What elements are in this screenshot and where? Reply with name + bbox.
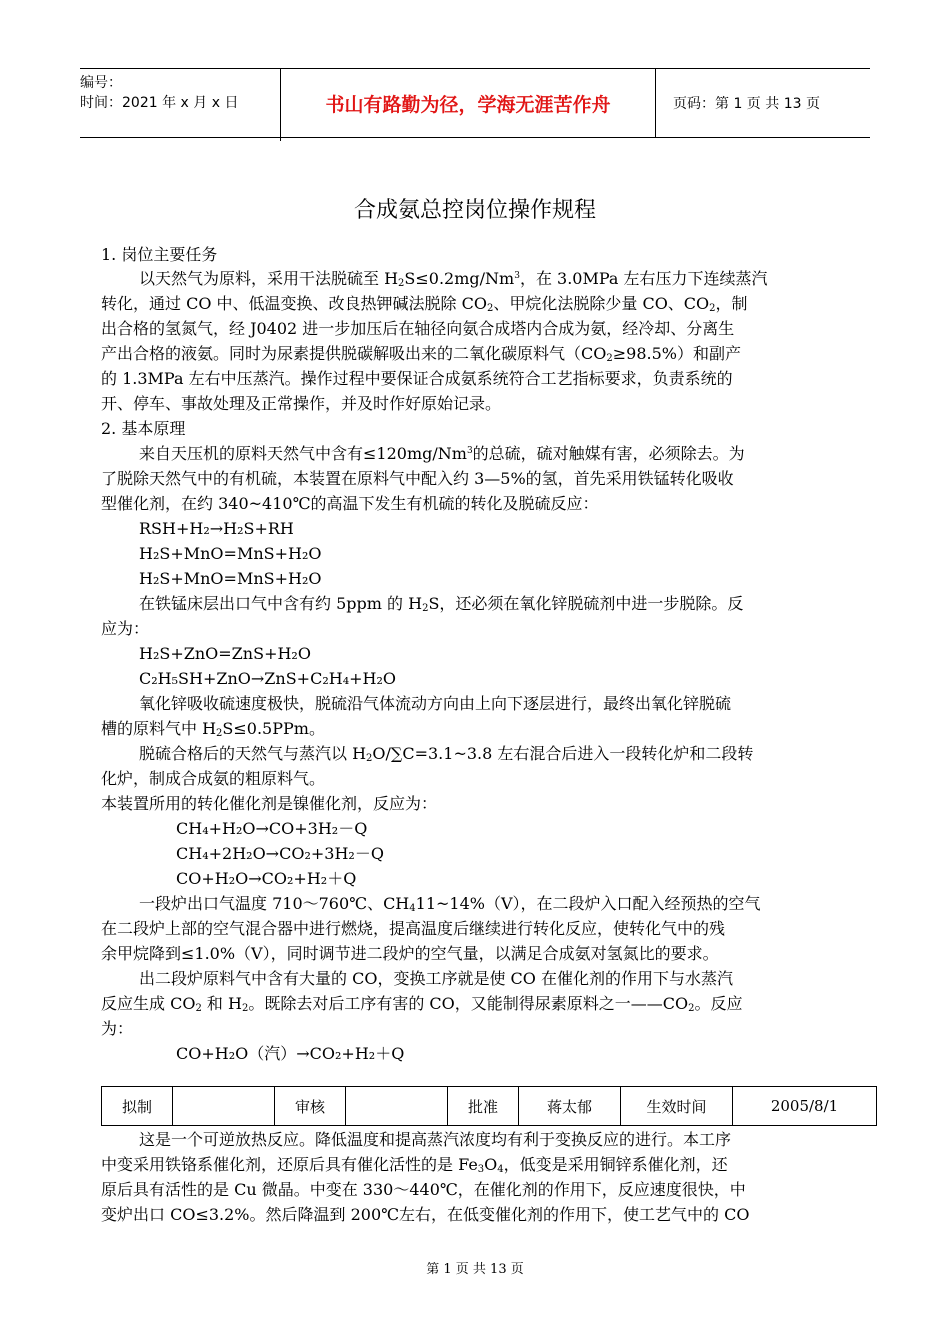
doc-number: 编号： (80, 75, 122, 91)
paragraph-line: 一段炉出口气温度 710～760℃、$CH_411\sim 14\%(V)$，在二段炉入口配入经预热的空气 (139, 894, 761, 914)
equation: CO+H₂O→CO₂+H₂＋Q (176, 869, 357, 888)
equation: C₂H₅SH+ZnO→ZnS+C₂H₄+H₂O (139, 669, 396, 688)
header-motto: 书山有路勤为径，学海无涯苦作舟 (281, 69, 656, 137)
paragraph-line: 为： (101, 1019, 134, 1038)
paragraph-line: 以天然气为原料，采用干法脱硫至 $H_2S\le 0.2mg/Nm^3$，在 3.0MPa 左右压力下连续蒸汽 (139, 269, 768, 289)
equation: CO+H₂O（汽）→CO₂+H₂＋Q (176, 1044, 405, 1063)
paragraph-line: 来自天压机的原料天然气中含有$\le 120mg/Nm^3$的总硫，硫对触媒有害，必须除去。为 (139, 444, 745, 463)
doc-date: 时间：2021 年 x 月 x 日 (80, 95, 239, 111)
approver-value: 蒋太郁 (519, 1087, 621, 1126)
signature-table (101, 1086, 877, 1126)
paragraph-line: 了脱除天然气中的有机硫，本装置在原料气中配入约 3—5%的氢，首先采用铁锰转化吸收 (101, 469, 734, 488)
section-heading: 1. 岗位主要任务 (101, 245, 218, 264)
paragraph-line: 本装置所用的转化催化剂是镍催化剂，反应为： (101, 794, 438, 813)
paragraph-line: 中变采用铁铬系催化剂，还原后具有催化活性的是 $Fe_3O_4$，低变是采用铜锌系催化剂，还 (101, 1155, 728, 1175)
reviewer-label: 审核 (275, 1087, 346, 1126)
header-info (80, 69, 281, 141)
paragraph-line: 在铁锰床层出口气中含有约 5ppm 的 $H_2S$，还必须在氧化锌脱硫剂中进一步脱除。反 (139, 594, 744, 614)
document-header (80, 68, 870, 138)
page-title: 合成氨总控岗位操作规程 (353, 198, 596, 223)
approver-label: 批准 (448, 1087, 519, 1126)
paragraph-line: 变炉出口 CO≤3.2%。然后降温到 200℃左右，在低变催化剂的作用下，使工艺气中的 CO (101, 1205, 750, 1224)
paragraph-line: 脱硫合格后的天然气与蒸汽以 $H_2O/\sum C=3.1\sim 3.8$ 左右混合后进入一段转化炉和二段转 (139, 744, 754, 764)
paragraph-line: 转化，通过 CO 中、低温变换、改良热钾碱法脱除 $CO_2$、甲烷化法脱除少量 CO、$CO_2$，制 (101, 294, 748, 314)
paragraph-line: 出合格的氢氮气，经 J0402 进一步加压后在轴径向氨合成塔内合成为氨，经冷却、分离生 (101, 319, 735, 338)
effective-date-label: 生效时间 (621, 1087, 733, 1126)
reviewer-value (346, 1087, 448, 1126)
paragraph-line: 余甲烷降到≤1.0%（V），同时调节进二段炉的空气量，以满足合成氨对氢氮比的要求。 (101, 944, 719, 963)
paragraph-line: 产出合格的液氨。同时为尿素提供脱碳解吸出来的二氧化碳原料气$(CO_2\ge 98.5\%)$和副产 (101, 344, 741, 364)
paragraph-line: 这是一个可逆放热反应。降低温度和提高蒸汽浓度均有利于变换反应的进行。本工序 (139, 1130, 732, 1149)
paragraph-line: 反应生成 $CO_2$ 和 $H_2$。既除去对后工序有害的 CO，又能制得尿素原料之一$——CO_2$。反应 (101, 994, 743, 1014)
equation: CH₄+H₂O→CO+3H₂－Q (176, 819, 368, 838)
paragraph-line: 化炉，制成合成氨的粗原料气。 (101, 769, 326, 788)
equation: H₂S+MnO=MnS+H₂O (139, 544, 322, 563)
paragraph-line: 开、停车、事故处理及正常操作，并及时作好原始记录。 (101, 394, 502, 413)
page-indicator: 页码：第 1 页 共 13 页 (673, 96, 820, 112)
drafter-label: 拟制 (102, 1087, 173, 1126)
equation: H₂S+MnO=MnS+H₂O (139, 569, 322, 588)
paragraph-line: 的 1.3MPa 左右中压蒸汽。操作过程中要保证合成氨系统符合工艺指标要求，负责系统的 (101, 369, 733, 388)
equation: H₂S+ZnO=ZnS+H₂O (139, 644, 311, 663)
equation: CH₄+2H₂O→CO₂+3H₂－Q (176, 844, 384, 863)
drafter-value (173, 1087, 275, 1126)
paragraph-line: 在二段炉上部的空气混合器中进行燃烧，提高温度后继续进行转化反应，使转化气中的残 (101, 919, 726, 938)
section-heading: 2. 基本原理 (101, 419, 186, 438)
equation: RSH+H₂→H₂S+RH (139, 519, 294, 538)
paragraph-line: 槽的原料气中 $H_2S\le 0.5PPm$。 (101, 719, 325, 739)
paragraph-line: 氧化锌吸收硫速度极快，脱硫沿气体流动方向由上向下逐层进行，最终出氧化锌脱硫 (139, 694, 732, 713)
paragraph-line: 型催化剂，在约 340~410℃的高温下发生有机硫的转化及脱硫反应： (101, 494, 599, 513)
paragraph-line: 出二段炉原料气中含有大量的 CO，变换工序就是使 CO 在催化剂的作用下与水蒸汽 (139, 969, 733, 988)
paragraph-line: 应为： (101, 619, 150, 638)
header-page (665, 69, 870, 137)
paragraph-line: 原后具有活性的是 Cu 微晶。中变在 330～440℃，在催化剂的作用下，反应速度很快，中 (101, 1180, 746, 1199)
page-footer: 第 1 页 共 13 页 (426, 1262, 524, 1277)
effective-date-value: 2005/8/1 (733, 1087, 877, 1126)
